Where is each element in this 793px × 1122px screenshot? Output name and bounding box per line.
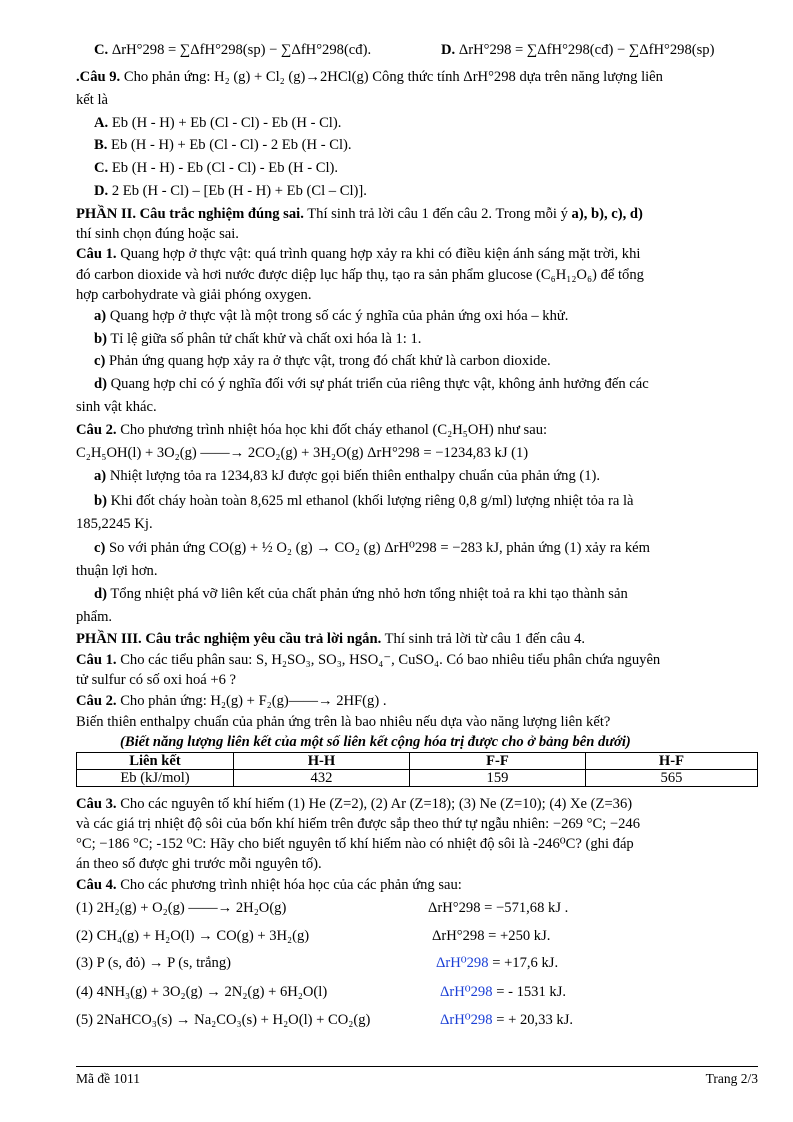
reaction-1: (1) 2H₂(g) + O₂(g) ——→ 2H₂O(g) <box>76 900 287 916</box>
bond-energy-note: (Biết năng lượng liên kết của một số liên kết cộng hóa trị được cho ở bảng bên dưới) <box>120 734 631 750</box>
q9-option-c: C. Eb (H - H) - Eb (Cl - Cl) - Eb (H - Cl). <box>94 160 339 176</box>
question-9-cont: kết là <box>76 92 109 108</box>
p2-q1-statement-c: c) Phản ứng quang hợp xảy ra ở thực vật, trong đó chất khử là carbon dioxide. <box>94 353 551 369</box>
table-cell: Eb (kJ/mol) <box>77 770 234 787</box>
table-header-cell: F-F <box>410 753 586 770</box>
page-number: Trang 2/3 <box>705 1071 758 1086</box>
p2-q1-statement-d: d) Quang hợp chỉ có ý nghĩa đối với sự phát triển của riêng thực vật, không ảnh hưởng đến các <box>94 376 649 392</box>
p2-question-1-l3: hợp carbohydrate và giải phóng oxygen. <box>76 287 312 303</box>
p3-question-2: Câu 2. Cho phản ứng: H₂(g) + F₂(g)——→ 2HF(g) . <box>76 693 387 709</box>
reaction-4-enthalpy: ΔrH⁰298 = - 1531 kJ. <box>440 984 567 1000</box>
footer-divider <box>76 1066 758 1067</box>
p3-question-4: Câu 4. Cho các phương trình nhiệt hóa học của các phản ứng sau: <box>76 877 462 893</box>
table-cell: 565 <box>586 770 758 787</box>
reaction-5: (5) 2NaHCO₃(s) → Na₂CO₃(s) + H₂O(l) + CO₂(g) <box>76 1012 371 1028</box>
part-2-heading: PHẦN II. Câu trắc nghiệm đúng sai. Thí sinh trả lời câu 1 đến câu 2. Trong mỗi ý a), b), c), d) <box>76 206 643 222</box>
p3-question-3-l4: án theo số được ghi trước mỗi nguyên tố). <box>76 856 322 872</box>
reaction-3: (3) P (s, đỏ) → P (s, trắng) <box>76 955 231 971</box>
ethanol-equation: C₂H₅OH(l) + 3O₂(g) ——→ 2CO₂(g) + 3H₂O(g) ΔrH°298 = −1234,83 kJ (1) <box>76 445 529 461</box>
reaction-5-enthalpy: ΔrH⁰298 = + 20,33 kJ. <box>440 1012 574 1028</box>
p2-question-1-l2: đó carbon dioxide và hơi nước được diệp lục hấp thụ, tạo ra sản phẩm glucose (C₆H₁₂O₆) để tổng <box>76 267 644 283</box>
p3-question-3-l3: °C; −186 °C; -152 ⁰C: Hãy cho biết nguyên tố khí hiếm nào có nhiệt độ sôi là -246⁰C? (ghi đáp <box>76 836 634 852</box>
table-header-cell: H-H <box>234 753 410 770</box>
p3-question-1-l2: tử sulfur có số oxi hoá +6 ? <box>76 672 237 688</box>
table-cell: 159 <box>410 770 586 787</box>
p3-question-2-l2: Biến thiên enthalpy chuẩn của phản ứng trên là bao nhiêu nếu dựa vào năng lượng liên kết? <box>76 714 611 730</box>
reaction-2-enthalpy: ΔrH°298 = +250 kJ. <box>432 928 551 944</box>
table-header-cell: Liên kết <box>77 753 234 770</box>
reaction-3-enthalpy: ΔrH⁰298 = +17,6 kJ. <box>436 955 559 971</box>
p2-q1-statement-d-cont: sinh vật khác. <box>76 399 157 415</box>
reaction-2: (2) CH₄(g) + H₂O(l) → CO(g) + 3H₂(g) <box>76 928 310 944</box>
p2-question-1: Câu 1. Quang hợp ở thực vật: quá trình quang hợp xảy ra khi có điều kiện ánh sáng mặt trời, khi <box>76 246 641 262</box>
part-2-heading-cont: thí sinh chọn đúng hoặc sai. <box>76 226 239 242</box>
p2-q1-statement-a: a) Quang hợp ở thực vật là một trong số các ý nghĩa của phản ứng oxi hóa – khử. <box>94 308 569 324</box>
table-cell: 432 <box>234 770 410 787</box>
p2-question-2: Câu 2. Cho phương trình nhiệt hóa học khi đốt cháy ethanol (C₂H₅OH) như sau: <box>76 422 548 438</box>
p2-q2-statement-a: a) Nhiệt lượng tỏa ra 1234,83 kJ được gọi biến thiên enthalpy chuẩn của phản ứng (1). <box>94 468 601 484</box>
table-header-cell: H-F <box>586 753 758 770</box>
exam-code: Mã đề 1011 <box>76 1071 140 1086</box>
p2-q2-statement-d: d) Tổng nhiệt phá vỡ liên kết của chất phản ứng nhỏ hơn tổng nhiệt toả ra khi tạo thành sản <box>94 586 628 602</box>
p3-question-3-l2: và các giá trị nhiệt độ sôi của bốn khí hiếm trên được sắp theo thứ tự ngẫu nhiên: −269 °C; −246 <box>76 816 641 832</box>
part-3-heading: PHẦN III. Câu trắc nghiệm yêu cầu trả lời ngắn. Thí sinh trả lời từ câu 1 đến câu 4. <box>76 631 586 647</box>
option-d-top: D. ΔrH°298 = ∑ΔfH°298(cđ) − ∑ΔfH°298(sp) <box>441 42 715 58</box>
p3-question-1: Câu 1. Cho các tiểu phân sau: S, H₂SO₃, SO₃, HSO₄⁻, CuSO₄. Có bao nhiêu tiểu phân chứa nguyên <box>76 652 661 668</box>
question-9: .Câu 9. Cho phản ứng: H₂ (g) + Cl₂ (g)→2HCl(g) Công thức tính ΔrH°298 dựa trên năng lượng liên <box>76 69 663 85</box>
table-header-row <box>77 753 758 770</box>
q9-option-a: A. Eb (H - H) + Eb (Cl - Cl) - Eb (H - Cl). <box>94 115 342 131</box>
p3-question-3: Câu 3. Cho các nguyên tố khí hiếm (1) He (Z=2), (2) Ar (Z=18); (3) Ne (Z=10); (4) Xe (Z=36) <box>76 796 633 812</box>
p2-q2-statement-c: c) So với phản ứng CO(g) + ½ O₂ (g) → CO₂ (g) ΔrH⁰298 = −283 kJ, phản ứng (1) xảy ra kém <box>94 540 650 556</box>
p2-q2-statement-b-cont: 185,2245 Kj. <box>76 516 153 532</box>
p2-q2-statement-d-cont: phẩm. <box>76 609 113 625</box>
p2-q1-statement-b: b) Tỉ lệ giữa số phân tử chất khử và chất oxi hóa là 1: 1. <box>94 331 422 347</box>
q9-option-d: D. 2 Eb (H - Cl) – [Eb (H - H) + Eb (Cl – Cl)]. <box>94 183 367 199</box>
p2-q2-statement-c-cont: thuận lợi hơn. <box>76 563 158 579</box>
p2-q2-statement-b: b) Khi đốt cháy hoàn toàn 8,625 ml ethanol (khối lượng riêng 0,8 g/ml) lượng nhiệt tỏa ra là <box>94 493 634 509</box>
bond-energy-table <box>76 752 758 787</box>
q9-option-b: B. Eb (H - H) + Eb (Cl - Cl) - 2 Eb (H - Cl). <box>94 137 352 153</box>
option-c-top: C. ΔrH°298 = ∑ΔfH°298(sp) − ∑ΔfH°298(cđ). <box>94 42 372 58</box>
reaction-4: (4) 4NH₃(g) + 3O₂(g) → 2N₂(g) + 6H₂O(l) <box>76 984 328 1000</box>
reaction-1-enthalpy: ΔrH°298 = −571,68 kJ . <box>428 900 569 916</box>
table-row <box>77 770 758 787</box>
